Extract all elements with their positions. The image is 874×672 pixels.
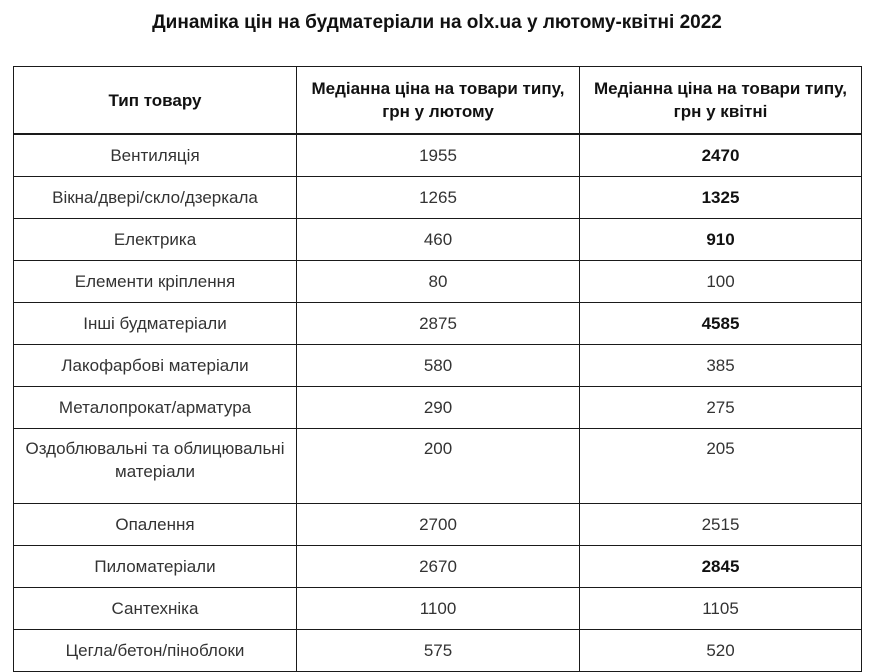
cell-product-type: Лакофарбові матеріали (14, 345, 297, 387)
table-row (14, 588, 862, 630)
cell-price-april: 520 (580, 630, 862, 672)
cell-product-type: Цегла/бетон/піноблоки (14, 630, 297, 672)
cell-product-type: Вікна/двері/скло/дзеркала (14, 177, 297, 219)
header-median-february: Медіанна ціна на товари типу, грн у лютому (297, 67, 580, 135)
table-row (14, 134, 862, 177)
cell-product-type: Інші будматеріали (14, 303, 297, 345)
cell-price-april: 2515 (580, 504, 862, 546)
table-row (14, 546, 862, 588)
cell-price-february: 1100 (297, 588, 580, 630)
table-row (14, 504, 862, 546)
cell-price-february: 2700 (297, 504, 580, 546)
page-title: Динаміка цін на будматеріали на olx.ua у лютому-квітні 2022 (152, 12, 722, 33)
cell-product-type: Вентиляція (14, 134, 297, 177)
cell-price-april: 275 (580, 387, 862, 429)
table-row (14, 387, 862, 429)
cell-price-february: 575 (297, 630, 580, 672)
cell-product-type: Опалення (14, 504, 297, 546)
cell-price-april: 2845 (580, 546, 862, 588)
cell-price-april: 2470 (580, 134, 862, 177)
cell-product-type: Пиломатеріали (14, 546, 297, 588)
cell-price-april: 1325 (580, 177, 862, 219)
cell-price-february: 290 (297, 387, 580, 429)
table-row (14, 261, 862, 303)
cell-price-february: 1955 (297, 134, 580, 177)
price-table (13, 66, 862, 672)
cell-price-april: 100 (580, 261, 862, 303)
cell-price-april: 1105 (580, 588, 862, 630)
cell-price-april: 910 (580, 219, 862, 261)
table-row (14, 219, 862, 261)
table-header-row (14, 67, 862, 135)
cell-product-type: Металопрокат/арматура (14, 387, 297, 429)
cell-price-april: 205 (580, 429, 862, 504)
cell-product-type: Електрика (14, 219, 297, 261)
table-row (14, 177, 862, 219)
cell-price-april: 4585 (580, 303, 862, 345)
table-row (14, 303, 862, 345)
cell-price-february: 460 (297, 219, 580, 261)
cell-price-april: 385 (580, 345, 862, 387)
cell-product-type: Сантехніка (14, 588, 297, 630)
table-row (14, 345, 862, 387)
table-row (14, 429, 862, 504)
header-product-type: Тип товару (14, 67, 297, 135)
cell-price-february: 2670 (297, 546, 580, 588)
cell-product-type: Елементи кріплення (14, 261, 297, 303)
cell-price-february: 200 (297, 429, 580, 504)
cell-price-february: 580 (297, 345, 580, 387)
header-median-april: Медіанна ціна на товари типу, грн у квітні (580, 67, 862, 135)
cell-price-february: 2875 (297, 303, 580, 345)
table-row (14, 630, 862, 672)
cell-price-february: 80 (297, 261, 580, 303)
cell-product-type: Оздоблювальні та облицювальні матеріали (14, 429, 297, 504)
cell-price-february: 1265 (297, 177, 580, 219)
